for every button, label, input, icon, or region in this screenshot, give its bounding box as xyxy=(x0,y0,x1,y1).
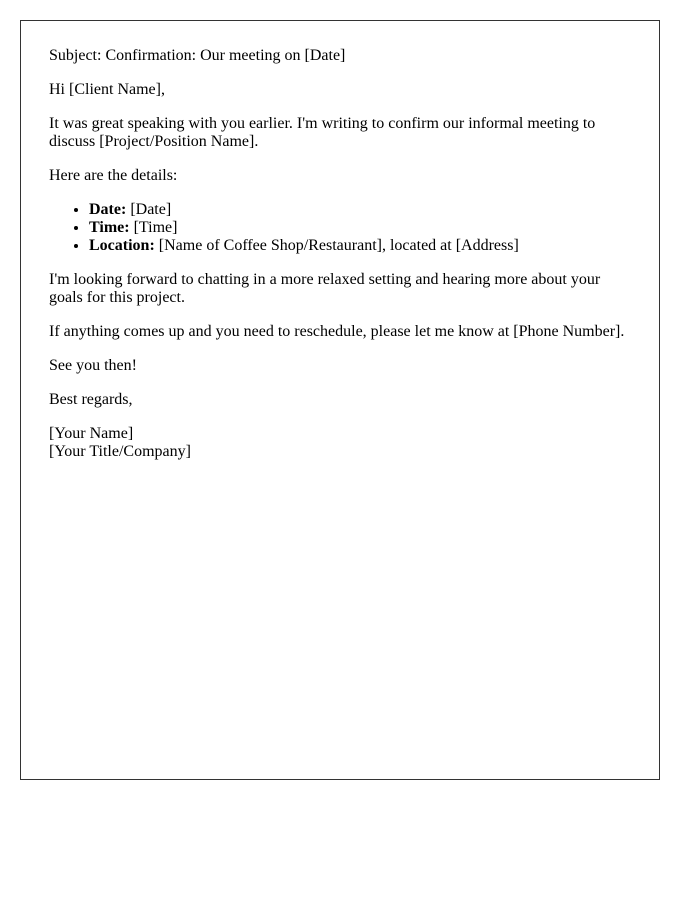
signature-name: [Your Name] xyxy=(49,425,134,442)
detail-value: [Name of Coffee Shop/Restaurant], located at [Address] xyxy=(154,237,519,254)
detail-value: [Time] xyxy=(129,219,178,236)
greeting: Hi [Client Name], xyxy=(49,81,165,98)
detail-item-location xyxy=(89,237,631,255)
detail-label: Date: xyxy=(89,201,127,218)
sign-off: Best regards, xyxy=(49,391,133,408)
body-paragraph-1: I'm looking forward to chatting in a more relaxed setting and hearing more about your goals for this project. xyxy=(49,271,601,306)
detail-label: Time: xyxy=(89,219,130,236)
subject-line: Subject: Confirmation: Our meeting on [Date] xyxy=(49,47,346,64)
detail-value: [Date] xyxy=(126,201,172,218)
details-list xyxy=(49,201,631,255)
detail-item-time xyxy=(89,219,631,237)
letter-page xyxy=(20,20,660,780)
closing-line: See you then! xyxy=(49,357,137,374)
detail-item-date xyxy=(89,201,631,219)
details-heading: Here are the details: xyxy=(49,167,178,184)
signature-block xyxy=(49,425,631,461)
intro-paragraph: It was great speaking with you earlier. I'm writing to confirm our informal meeting to discuss [Project/Position Name]. xyxy=(49,115,596,150)
body-paragraph-2: If anything comes up and you need to reschedule, please let me know at [Phone Number]. xyxy=(49,323,625,340)
signature-title: [Your Title/Company] xyxy=(49,443,191,460)
detail-label: Location: xyxy=(89,237,155,254)
